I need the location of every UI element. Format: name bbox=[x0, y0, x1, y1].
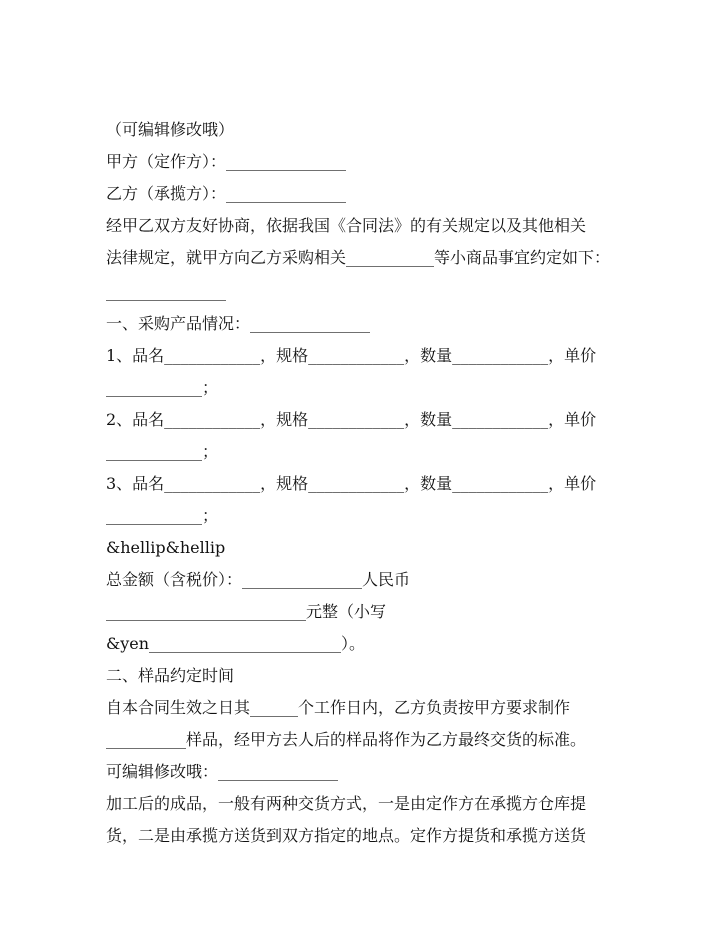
intro-line-1: 经甲乙双方友好协商，依据我国《合同法》的有关规定以及其他相关 bbox=[106, 216, 587, 235]
editable-note-2: 可编辑修改哦：_______________ bbox=[106, 762, 339, 781]
section-2-heading: 二、样品约定时间 bbox=[106, 666, 235, 685]
amount-figures-line: &yen________________________）。 bbox=[106, 634, 366, 653]
product-item-2: 2、品名____________，规格____________，数量____________，单价 bbox=[106, 410, 597, 429]
sample-line-1: 自本合同生效之日其______个工作日内，乙方负责按甲方要求制作 bbox=[106, 698, 571, 717]
product-item-3-price: ____________； bbox=[106, 506, 219, 525]
section-1-heading: 一、采购产品情况：_______________ bbox=[106, 314, 371, 333]
total-amount-line: 总金额（含税价）：_______________人民币 bbox=[106, 570, 411, 589]
product-item-1-price: ____________； bbox=[106, 378, 219, 397]
product-item-2-price: ____________； bbox=[106, 442, 219, 461]
amount-words-line: _________________________元整（小写 bbox=[106, 602, 387, 621]
product-item-1: 1、品名____________，规格____________，数量____________，单价 bbox=[106, 346, 597, 365]
party-a-line: 甲方（定作方）：_______________ bbox=[106, 152, 347, 171]
delivery-line-2: 货，二是由承揽方送货到双方指定的地点。定作方提货和承揽方送货 bbox=[106, 826, 587, 845]
delivery-line-1: 加工后的成品，一般有两种交货方式，一是由定作方在承揽方仓库提 bbox=[106, 794, 587, 813]
intro-blank-line: _______________ bbox=[106, 282, 226, 301]
intro-line-2: 法律规定，就甲方向乙方采购相关___________等小商品事宜约定如下： bbox=[106, 248, 611, 267]
sample-line-2: __________样品，经甲方去人后的样品将作为乙方最终交货的标准。 bbox=[106, 730, 587, 749]
party-b-line: 乙方（承揽方）：_______________ bbox=[106, 184, 347, 203]
ellipsis-line: &hellip&hellip bbox=[106, 538, 226, 557]
editable-note: （可编辑修改哦） bbox=[106, 120, 235, 139]
product-item-3: 3、品名____________，规格____________，数量____________，单价 bbox=[106, 474, 597, 493]
